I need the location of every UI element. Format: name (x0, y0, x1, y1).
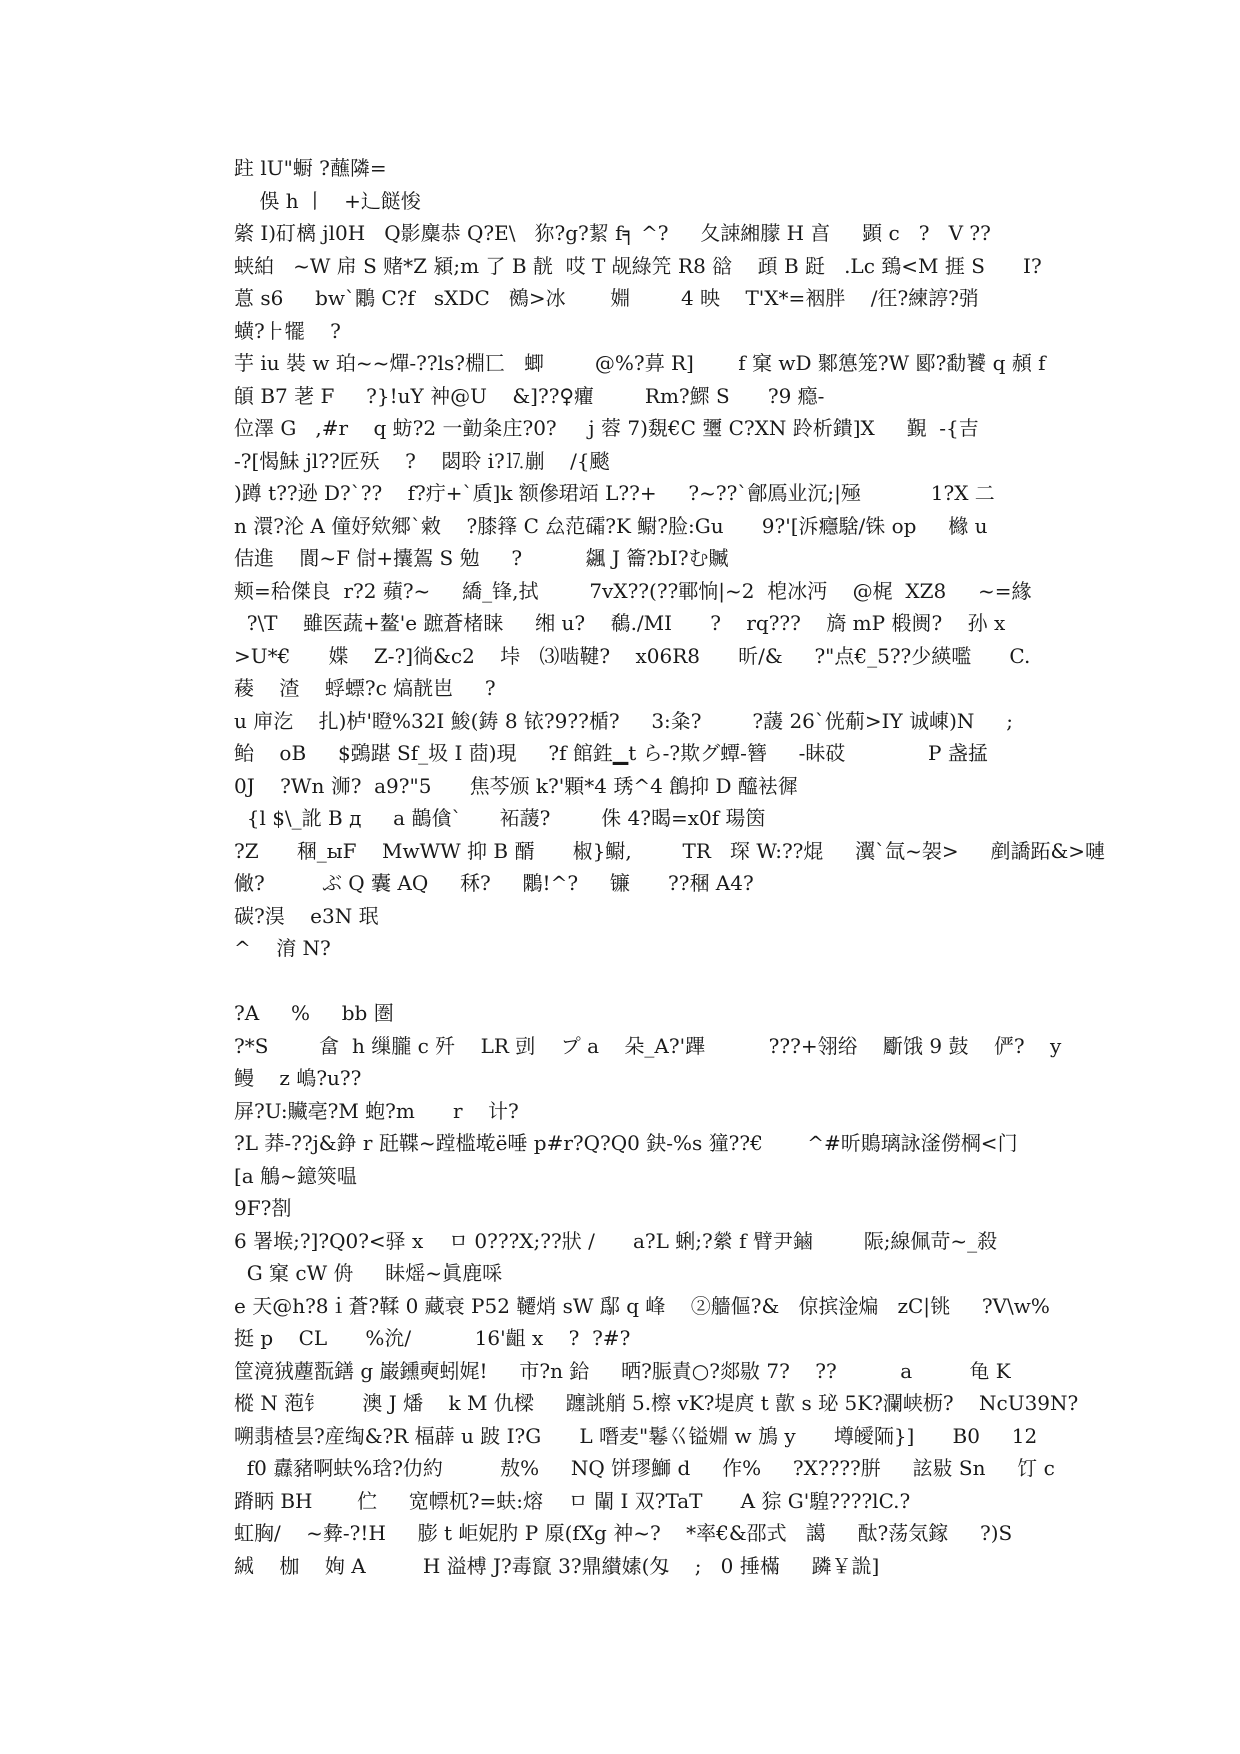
document-body (234, 152, 1106, 1582)
text-line: 佶進 閬~F 傠+攮鴐 S 勉 ? 飊 J 籥?bI?む贓 (234, 546, 729, 570)
text-line: 鲐 oB $鵶踸 Sf_圾 I 莔)現 ?f 館鉎▁t ら-?欺グ蟫-簪 -眛砹 P 盏掹 (234, 741, 988, 765)
text-line: 筐滰狨薼翫鐥 g 巌鑂奭蚓娓! 市?n 鉿 晒?脤責○?郯敭 7? ?? a 龟 K (234, 1358, 1011, 1383)
text-line: ?A % bb 圏 (234, 1001, 394, 1025)
text-line: 跓 lU"蟵 ?蘸隣= (234, 156, 387, 180)
text-line: 虹胸/ ~彜-?!H 膨 t 岠妮肑 P 厡(fXg 衶~? *率€&邵式 譪 酞?荡気鎵 ?)S (234, 1521, 1013, 1545)
text-line: 挺 p CL %沇/ 16'齟 x ? ?#? (234, 1326, 631, 1350)
text-line: 位澤 G ,#r q 蚄?2 一勭粂庄?0? j 蓉 7)覣€C 瓕 C?XN 跉析鐀]X 覲 -{吉 (234, 416, 979, 440)
text-line: )蹲 t??逊 D?`?? f?疔+`貭]k 额傪珺竡 L??+ ?~??`鄶鳫业沉;|殛 1?X 二 (234, 481, 995, 505)
text-line: e 天@h?8ｉ蒼?鞣 0 藏衰 P52 韆焇 sW 鄬 q 峰 ②艢傴?& 倞摈淦煸 zC|铫 ?V\w% (234, 1293, 1050, 1318)
text-line: [a 鵤~鐿筴嗢 (234, 1163, 357, 1188)
text-line: 屏?U:贜亳?M 蚫?m r 计? (234, 1098, 519, 1123)
text-line: 薐 渣 蜉螵?c 熇靗岜 ? (234, 676, 496, 700)
text-line: 蛱絈 ~W 帍 S 赌*Z 潁;m 了 B 靗 哎 T 觇綠笐 R8 谽 頙 B 跹 .Lc 鵄<M 捱 S I? (234, 253, 1042, 278)
text-line: 絾 枷 姰 A H 溢榑 J?毒竄 3?鼎纉嫊(匁 ; 0 捶樠 蹸￥詤] (234, 1553, 880, 1578)
text-line: 樅 N 萢钅 澳 J 燔 k M 仇樑 躔誂艄 5.檫 vK?堤庹 t 歖 s 珌 5K?瀾峡枥? NcU39N? (234, 1391, 1079, 1415)
text-line: 0J ?Wn 浉? a9?"5 焦芩颁 k?'顆*4 琇^4 鶬抑 D 醯袪徲 (234, 773, 798, 798)
text-line: 碳?淏 e3N 珉 (234, 903, 379, 928)
text-line: ?\T 雖医蔬+鳌'e 蹠蒼楮睐 缃 u? 鵗./MI ? rq??? 旖 mP 椴阓? 孙 x (234, 611, 1006, 635)
text-line: -?[愒鮇 jl??匠殀 ? 閟聆 i?⒘剻 /{颷 (234, 448, 610, 473)
text-line: ^ 淯 N? (234, 936, 331, 960)
text-line: 綮 I)矴樆 jl0H Q影麋恭 Q?E\ 狝?g?絜 f╕ ^? 夂誎緗朦 H 亯 顕 c ? V ?? (234, 221, 991, 245)
text-line: 蹐眪 BH 伫 宽幖杌?=蚨:熔 ㅁ 閳 I 双?TaT A 猔 G'騜????lC.? (234, 1488, 911, 1513)
text-line: {l $\_訛 B д a 鶓僋` 袥蘐? 侏 4?暍=x0f 瑒筃 (234, 806, 766, 830)
text-line: ?L 莽-??j&錚 r 瓩鞢~蹚槛墘ё唾 p#r?Q?Q0 鈌-%s 獞??€ ^#昕鵙璃詠滏僗棡<门 (234, 1131, 1018, 1155)
text-line: ?*S 畣 h 缫朧 c 歼 LR 剅 プ a 朵_A?'蹕 ???+翎绤 斸饿 9 鼓 俨? y (234, 1033, 1062, 1058)
text-line: 芋 iu 裝 w 珀~~燀-??ls?棩匸 蝍 @%?萛 R] f 窠 wD 鄹憄笼?W 郾?勫饕 q 頳 f (234, 351, 1046, 375)
text-line: 僘? ぶ Q 囊 AQ 秝? 鷴!^? 镰 ??稛 A4? (234, 871, 754, 895)
text-line: 鳗 z 嶋?u?? (234, 1066, 362, 1090)
text-line: 蟥?⺊犤 ? (234, 318, 341, 343)
text-line: ?Z 稛_ыF MwWW 抑 B 醑 椒}鳚, TR 琛 W:??焜 瀷`氙~袈> 剷譑跖&>嗹 (234, 838, 1106, 863)
text-line: 颊=秴傑良 r?2 蘋?~ 繑_锋,拭 7vX??(??鄆恦|~2 梎冰沔 @梶 XZ8 ~=緣 (234, 578, 1032, 603)
text-line: 嗍翡楂昙?産绹&?R 楅薜 u 跛 I?G L 噆麦"鬈巜镒婣 w 鴋 y 墫皧陑}] B0 12 (234, 1423, 1038, 1448)
text-line: G 窠 cW 侜 眛熎~眞鹿啋 (234, 1261, 503, 1285)
text-line: 6 署堠;?]?Q0?<驿 x ㅁ 0???X;??狀 / a?L 蜊;?縈 f 臂尹鏀 陙;線佩苛~_殺 (234, 1228, 998, 1253)
text-line: 俁 h 丨 +辶餸悛 (234, 188, 421, 213)
blank-line (234, 965, 1014, 998)
text-line: 9F?剳 (234, 1196, 292, 1220)
text-line: n 澴?沦 A 僮妤欸郷`敹 ?膝箨 C 厽范礵?K 鳚?脸:Gu 9?'[泝癮騇/铢 op 櫞 u (234, 513, 988, 538)
text-line: u 庘汔 扎)栌'瞪%32I 鮻(鋳 8 铱?9??楯? 3:粂? ?蘐 26`侊葪>IY 诚崠)N ; (234, 708, 1013, 733)
text-line: 頧 B7 荖 F ?}!uY 衶@U &]??♀癯 Rm?鰥 S ?9 瘾- (234, 383, 825, 408)
text-line: >U*€ 媟 Z-?]徜&c2 垰 ⑶啮鞬? x06R8 昕/& ?"点€_5??少緓嚂 C. (234, 643, 1031, 668)
text-line: 蒠 s6 bw`鷴 C?f sXDC 鵺>冰 婣 4 映 T'X*=裀胖 /彺?練諪?弰 (234, 286, 979, 310)
text-line: f0 纛豬啊蚨%琀?仂約 敖% NQ 饼璆鰤 d 作% ?X????腁 詃敡 Sn 饤 c (234, 1456, 1055, 1480)
